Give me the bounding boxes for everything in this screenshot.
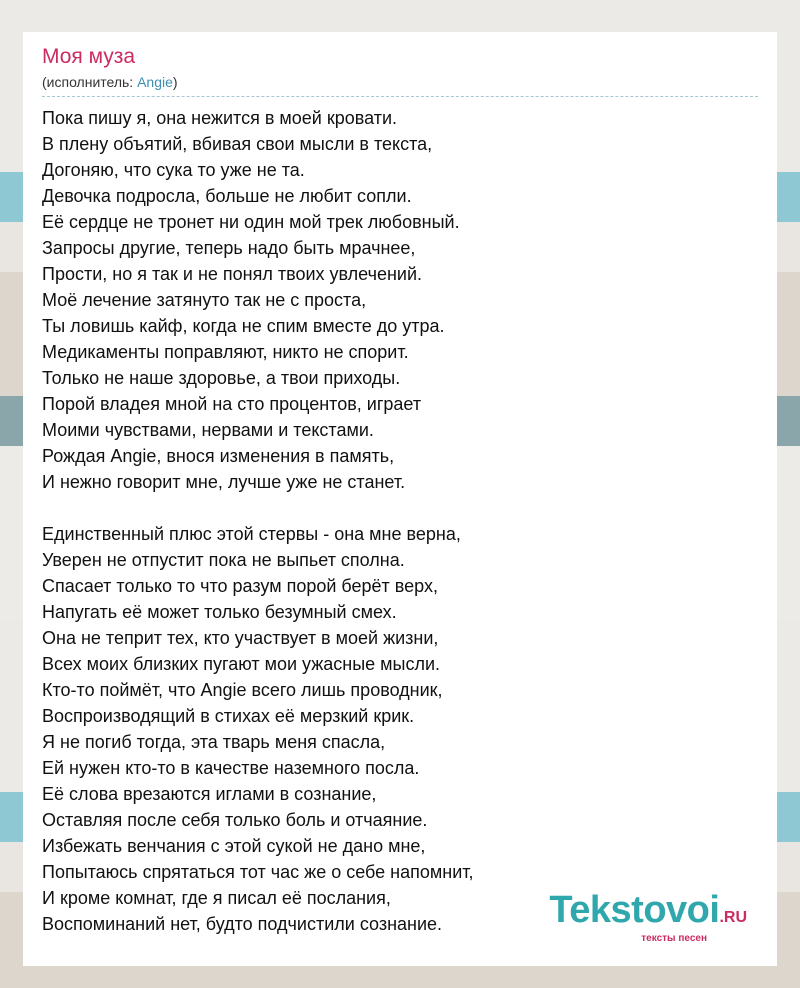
lyric-line: И нежно говорит мне, лучше уже не станет. xyxy=(42,472,406,492)
lyric-line: Всех моих близких пугают мои ужасные мысли. xyxy=(42,654,441,674)
lyric-line: Оставляя после себя только боль и отчаяние. xyxy=(42,810,428,830)
song-title: Моя муза xyxy=(42,45,136,68)
lyric-line: Ей нужен кто-то в качестве наземного посла. xyxy=(42,758,420,778)
lyric-line: Порой владея мной на сто процентов, играет xyxy=(42,394,422,414)
artist-line xyxy=(42,72,758,97)
lyric-line: Рождая Angie, внося изменения в память, xyxy=(42,446,395,466)
lyric-line: Единственный плюс этой стервы - она мне верна, xyxy=(42,524,461,544)
logo-subtitle: тексты песен xyxy=(641,933,707,944)
artist-prefix: (исполнитель: xyxy=(42,74,138,90)
lyric-line: Напугать её может только безумный смех. xyxy=(42,602,397,622)
site-logo[interactable] xyxy=(549,891,747,944)
artist-suffix: ) xyxy=(172,74,178,90)
lyric-line: Догоняю, что сука то уже не та. xyxy=(42,160,305,180)
lyric-line: В плену объятий, вбивая свои мысли в текста, xyxy=(42,134,433,154)
lyric-line: Попытаюсь спрятаться тот час же о себе напомнит, xyxy=(42,862,474,882)
lyric-line: Избежать венчания с этой сукой не дано мне, xyxy=(42,836,426,856)
logo-tld: .RU xyxy=(719,909,747,926)
artist-link[interactable]: Angie xyxy=(137,74,173,90)
lyric-line: И кроме комнат, где я писал её послания, xyxy=(42,888,391,908)
lyric-line: Её слова врезаются иглами в сознание, xyxy=(42,784,377,804)
stanza-1 xyxy=(42,105,758,495)
lyric-line: Запросы другие, теперь надо быть мрачнее, xyxy=(42,238,416,258)
lyric-line: Кто-то поймёт, что Angie всего лишь проводник, xyxy=(42,680,443,700)
lyric-line: Воспоминаний нет, будто подчистили сознание. xyxy=(42,914,443,934)
lyric-line: Моими чувствами, нервами и текстами. xyxy=(42,420,374,440)
lyric-line: Я не погиб тогда, эта тварь меня спасла, xyxy=(42,732,386,752)
logo-name: Tekstovoi xyxy=(549,889,720,931)
stanza-gap xyxy=(42,495,758,521)
lyric-line: Девочка подросла, больше не любит сопли. xyxy=(42,186,412,206)
lyric-line: Уверен не отпустит пока не выпьет сполна. xyxy=(42,550,405,570)
lyric-line: Прости, но я так и не понял твоих увлечений. xyxy=(42,264,423,284)
lyric-line: Моё лечение затянуто так не с проста, xyxy=(42,290,367,310)
lyrics-text xyxy=(42,105,758,937)
logo-wordmark xyxy=(549,891,747,937)
lyric-line: Спасает только то что разум порой берёт верх, xyxy=(42,576,438,596)
lyric-line: Медикаменты поправляют, никто не спорит. xyxy=(42,342,409,362)
lyric-line: Воспроизводящий в стихах её мерзкий крик. xyxy=(42,706,415,726)
lyric-line: Только не наше здоровье, а твои приходы. xyxy=(42,368,401,388)
stanza-2 xyxy=(42,521,758,937)
lyric-line: Она не теприт тех, кто участвует в моей жизни, xyxy=(42,628,439,648)
lyric-line: Её сердце не тронет ни один мой трек любовный. xyxy=(42,212,460,232)
lyrics-card xyxy=(23,32,777,966)
lyric-line: Пока пишу я, она нежится в моей кровати. xyxy=(42,108,398,128)
lyric-line: Ты ловишь кайф, когда не спим вместе до утра. xyxy=(42,316,445,336)
